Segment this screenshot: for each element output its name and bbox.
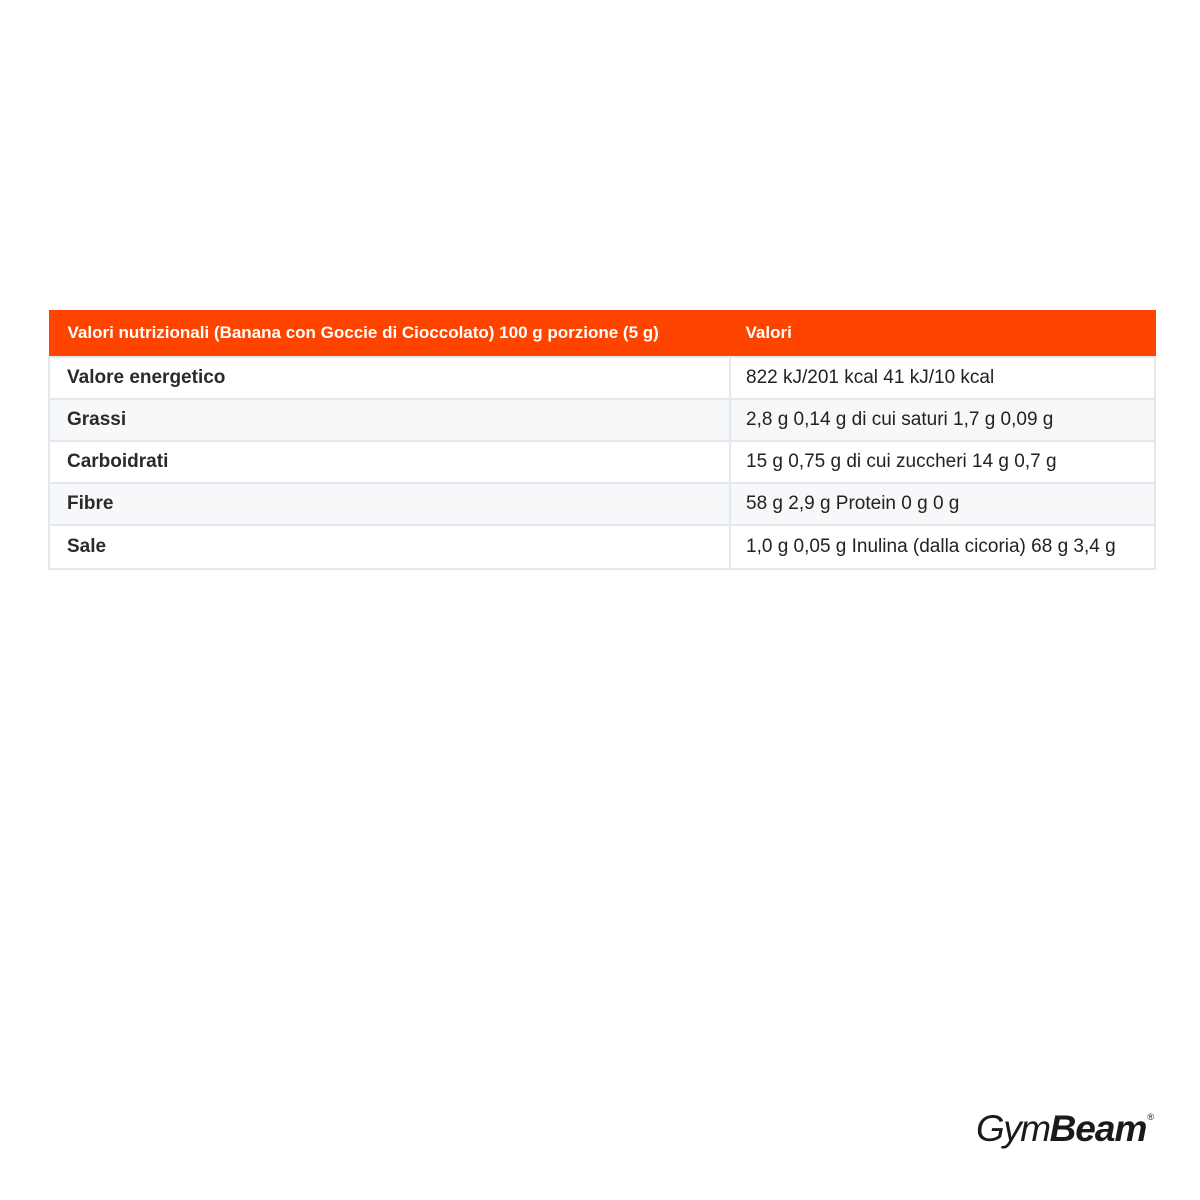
table-header-row	[49, 310, 1155, 357]
nutrient-value: 2,8 g 0,14 g di cui saturi 1,7 g 0,09 g	[730, 399, 1155, 441]
table-body	[49, 357, 1155, 569]
table-row	[49, 441, 1155, 483]
table-row	[49, 357, 1155, 399]
logo-text-gym: Gym	[975, 1108, 1050, 1149]
table-row	[49, 483, 1155, 525]
registered-mark: ®	[1147, 1112, 1154, 1122]
nutrient-value: 1,0 g 0,05 g Inulina (dalla cicoria) 68 g 3,4 g	[730, 525, 1155, 569]
table-header	[49, 310, 1155, 357]
nutrient-name: Sale	[49, 525, 730, 569]
nutrient-name: Grassi	[49, 399, 730, 441]
nutrient-value: 15 g 0,75 g di cui zuccheri 14 g 0,7 g	[730, 441, 1155, 483]
header-values: Valori	[730, 310, 1155, 357]
header-nutrition-values: Valori nutrizionali (Banana con Goccie di Cioccolato) 100 g porzione (5 g)	[49, 310, 730, 357]
table-row	[49, 525, 1155, 569]
table-row	[49, 399, 1155, 441]
nutrition-table	[48, 310, 1156, 570]
nutrient-value: 58 g 2,9 g Protein 0 g 0 g	[730, 483, 1155, 525]
gymbeam-logo	[976, 1108, 1154, 1150]
nutrient-name: Fibre	[49, 483, 730, 525]
nutrient-name: Carboidrati	[49, 441, 730, 483]
nutrient-value: 822 kJ/201 kcal 41 kJ/10 kcal	[730, 357, 1155, 399]
nutrient-name: Valore energetico	[49, 357, 730, 399]
logo-text-beam: Beam	[1049, 1108, 1147, 1149]
